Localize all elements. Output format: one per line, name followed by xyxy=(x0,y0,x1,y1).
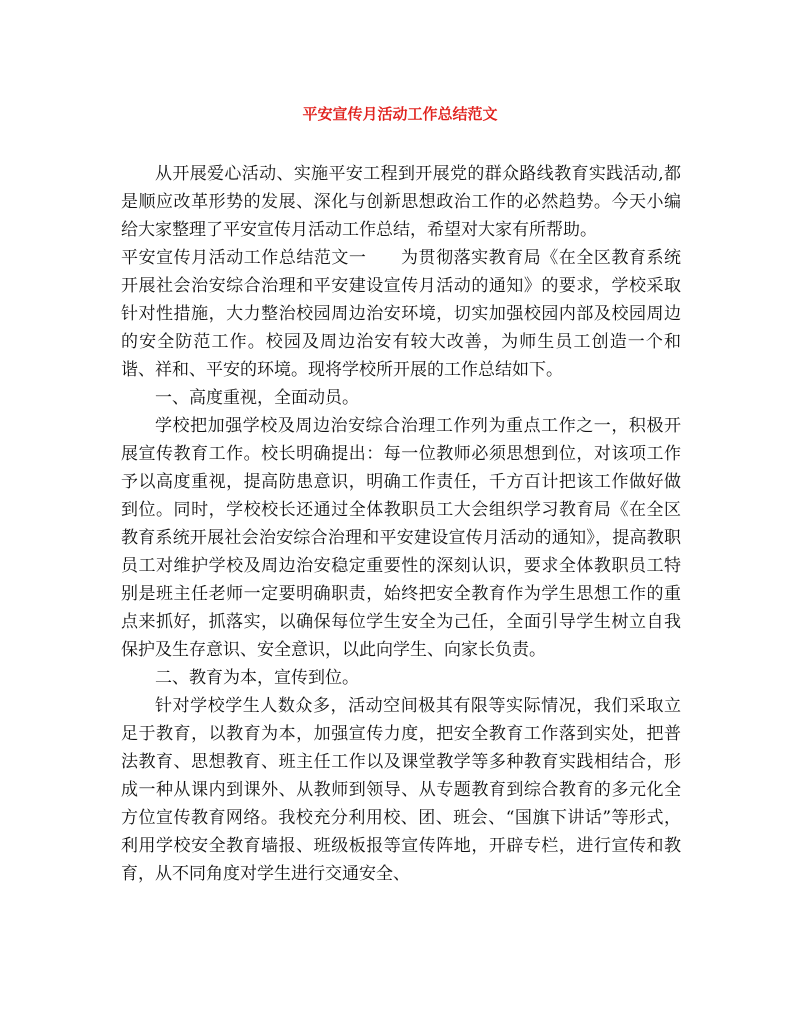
section1-paragraph: 学校把加强学校及周边治安综合治理工作列为重点工作之一，积极开展宣传教育工作。校长明确提出：每一位教师必须思想到位，对该项工作予以高度重视，提高防患意识，明确工作责任，千方百计把该工作做好做到位。同时，学校校长还通过全体教职员工大会组织学习教育局《在全区教育系统开展社会治安综合治理和平安建设宣传月活动的通知》，提高教职员工对维护学校及周边治安稳定重要性的深刻认识，要求全体教职员工特别是班主任老师一定要明确职责，始终把安全教育作为学生思想工作的重点来抓好，抓落实，以确保每位学生安全为己任，全面引导学生树立自我保护及生存意识、安全意识，以此向学生、向家长负责。 xyxy=(121,416,681,660)
sample-paragraph xyxy=(121,244,681,384)
sample-intro: 为贯彻落实教育局《在全区教育系统开展社会治安综合治理和平安建设宣传月活动的通知》的要求，学校采取针对性措施，大力整治校园周边治安环境，切实加强校园内部及校园周边的安全防范工作。校园及周边治安有较大改善，为师生员工创造一个和谐、祥和、平安的环境。现将学校所开展的工作总结如下。 xyxy=(121,248,682,380)
sample-heading: 平安宣传月活动工作总结范文一 xyxy=(121,248,367,268)
document-body xyxy=(121,160,681,888)
section2-paragraph: 针对学校学生人数众多，活动空间极其有限等实际情况，我们采取立足于教育，以教育为本，加强宣传力度，把安全教育工作落到实处，把普法教育、思想教育、班主任工作以及课堂教学等多种教育实践相结合，形成一种从课内到课外、从教师到领导、从专题教育到综合教育的多元化全方位宣传教育网络。我校充分利用校、团、班会、“国旗下讲话”等形式，利用学校安全教育墙报、班级板报等宣传阵地，开辟专栏，进行宣传和教育，从不同角度对学生进行交通安全、 xyxy=(121,696,681,884)
section1-heading: 一、高度重视，全面动员。 xyxy=(155,388,359,408)
section2-heading: 二、教育为本，宣传到位。 xyxy=(155,668,359,688)
intro-paragraph: 从开展爱心活动、实施平安工程到开展党的群众路线教育实践活动,都是顺应改革形势的发展、深化与创新思想政治工作的必然趋势。今天小编给大家整理了平安宣传月活动工作总结，希望对大家有所帮助。 xyxy=(121,164,681,240)
document-title: 平安宣传月活动工作总结范文 xyxy=(302,105,498,123)
